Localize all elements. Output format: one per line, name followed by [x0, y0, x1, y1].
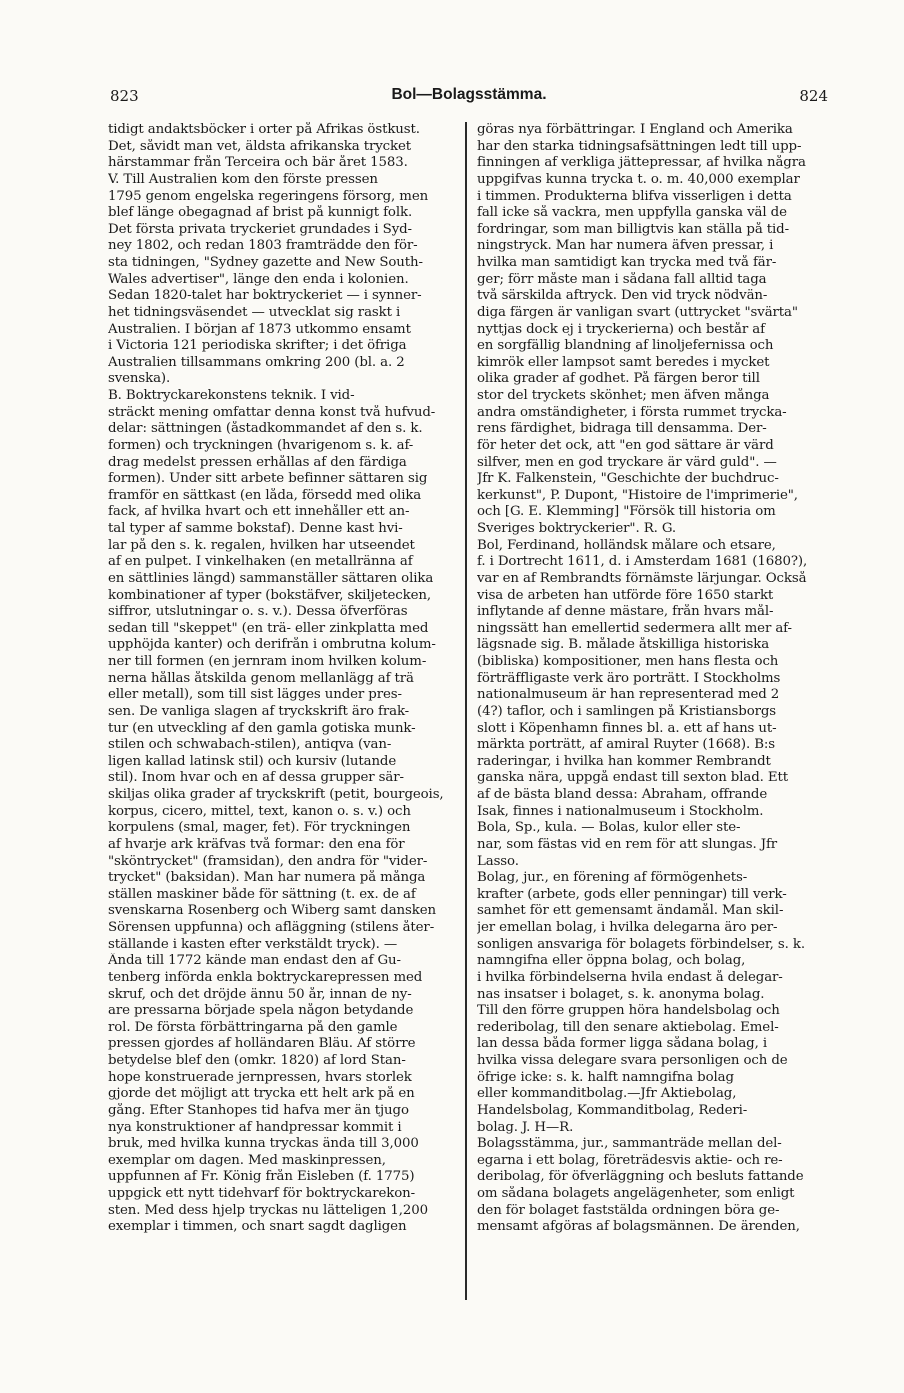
- text-line: exemplar i timmen, och snart sagdt dagligen: [108, 1219, 407, 1235]
- text-line: eller metall), som till sist lägges under pres-: [108, 687, 402, 703]
- text-line: och [G. E. Klemming] "Försök till historia om: [477, 504, 776, 520]
- text-line: uppgifvas kunna trycka t. o. m. 40,000 exemplar: [477, 171, 800, 187]
- text-line: gjorde det möjligt att trycka ett helt ark på en: [108, 1086, 415, 1102]
- text-line: fall icke så vackra, men uppfylla ganska väl de: [477, 205, 787, 221]
- text-line: uppfunnen af Fr. König från Eisleben (f. 1775): [108, 1169, 415, 1185]
- text-line: (bibliska) kompositioner, men hans flesta och: [477, 654, 779, 669]
- text-line: slott i Köpenhamn finnes bl. a. ett af hans ut-: [477, 720, 777, 736]
- text-line: ningssätt han emellertid sedermera allt mer af-: [477, 620, 792, 636]
- text-line: bolag. J. H—R.: [477, 1119, 574, 1135]
- text-line: ger; förr måste man i sådana fall alltid taga: [477, 271, 767, 287]
- text-line: i hvilka förbindelserna hvila endast å delegar-: [477, 969, 783, 985]
- text-line: kombinationer af typer (bokstäfver, skiljetecken,: [108, 587, 431, 603]
- page-number-right: 824: [799, 87, 828, 105]
- text-line: ney 1802, och redan 1803 framträdde den för-: [108, 238, 418, 254]
- text-line: f. i Dortrecht 1611, d. i Amsterdam 1681 (1680?),: [477, 554, 808, 570]
- text-line: Isak, finnes i nationalmuseum i Stockholm.: [477, 803, 764, 819]
- text-line: het tidningsväsendet — utvecklat sig raskt i: [108, 304, 401, 320]
- text-line: delar: sättningen (åstadkommandet af den s. k.: [108, 421, 423, 437]
- text-line: rederibolag, till den senare aktiebolag. Emel-: [477, 1019, 779, 1035]
- text-line: rens färdighet, bidraga till densamma. Der-: [477, 421, 767, 437]
- text-line: af en pulpet. I vinkelhaken (en metallränna af: [108, 554, 413, 570]
- text-line: lan dessa båda former ligga sådana bolag, i: [477, 1036, 767, 1052]
- text-line: korpulens (smal, mager, fet). För tryckningen: [108, 820, 411, 836]
- text-line: ningstryck. Man har numera äfven pressar, i: [477, 238, 774, 254]
- text-line: märkta porträtt, af amiral Ruyter (1668). B:s: [477, 737, 776, 753]
- text-line: nas insatser i bolaget, s. k. anonyma bolag.: [477, 986, 765, 1002]
- text-line: en sorgfällig blandning af linoljefernissa och: [477, 338, 774, 354]
- text-line: ställande i kasten efter verkstäldt tryck). —: [108, 936, 398, 952]
- text-line: nya konstruktioner af handpressar kommit i: [108, 1119, 402, 1135]
- text-line: stilen och schwabach-stilen), antiqva (van-: [108, 737, 392, 753]
- text-line: V. Till Australien kom den förste pressen: [108, 171, 378, 187]
- text-line: Det, såvidt man vet, äldsta afrikanska trycket: [108, 138, 411, 154]
- text-line: olika grader af godhet. På färgen beror till: [477, 371, 760, 387]
- text-line: tur (en utveckling af den gamla gotiska munk-: [108, 720, 416, 736]
- text-line: den för bolaget faststälda ordningen böra ge-: [477, 1202, 780, 1218]
- text-line: för heter det ock, att "en god sättare är värd: [477, 437, 774, 453]
- text-line: "sköntrycket" (framsidan), den andra för "vider-: [108, 853, 428, 869]
- text-line: namngifna eller öppna bolag, och bolag,: [477, 953, 746, 969]
- text-line: tenberg införda enkla boktryckarepressen med: [108, 969, 423, 985]
- text-line: Wales advertiser", länge den enda i kolonien.: [108, 271, 409, 287]
- text-line: deribolag, för öfverläggning och besluts fattande: [477, 1169, 804, 1185]
- page-header: [110, 87, 828, 109]
- text-line: tal typer af samme bokstaf). Denne kast hvi-: [108, 521, 403, 536]
- text-line: sonligen ansvariga för bolagets förbindelser, s. k.: [477, 936, 805, 952]
- text-line: kerkunst", P. Dupont, "Histoire de l'imprimerie",: [477, 487, 798, 503]
- text-line: sträckt mening omfattar denna konst två hufvud-: [108, 404, 436, 420]
- text-line: andra omständigheter, i första rummet trycka-: [477, 404, 787, 420]
- text-line: två särskilda aftryck. Den vid tryck nödvän-: [477, 288, 768, 304]
- text-line: nationalmuseum är han representerad med 2: [477, 687, 780, 703]
- text-line: i Victoria 121 periodiska skrifter; i det öfriga: [108, 338, 407, 354]
- text-line: B. Boktryckarekonstens teknik. I vid-: [108, 388, 355, 403]
- text-line: om sådana bolagets angelägenheter, som enligt: [477, 1186, 795, 1201]
- text-line: Bol, Ferdinand, holländsk målare och etsare,: [477, 537, 776, 553]
- text-line: skiljas olika grader af tryckskrift (petit, bourgeois,: [108, 787, 444, 802]
- text-line: Sveriges boktryckerier". R. G.: [477, 521, 677, 536]
- text-line: Bolagsstämma, jur., sammanträde mellan del-: [477, 1136, 782, 1152]
- text-line: rol. De första förbättringarna på den gamle: [108, 1019, 398, 1035]
- text-line: raderingar, i hvilka han kommer Rembrandt: [477, 753, 771, 769]
- text-line: (4?) taflor, och i samlingen på Kristiansborgs: [477, 703, 777, 719]
- text-line: öfrige icke: s. k. halft namngifna bolag: [477, 1069, 734, 1085]
- text-line: nerna hållas åtskilda genom mellanlägg af trä: [108, 670, 414, 686]
- text-line: ganska nära, uppgå endast till sexton blad. Ett: [477, 770, 788, 786]
- page-number-left: 823: [110, 87, 139, 105]
- text-line: eller kommanditbolag.—Jfr Aktiebolag,: [477, 1086, 737, 1102]
- text-line: inflytande af denne mästare, från hvars mål-: [477, 604, 774, 620]
- text-line: fack, af hvilka hvart och ett innehåller ett an-: [108, 504, 410, 520]
- text-line: upphöjda kanter) och derifrån i ombrutna kolum-: [108, 637, 436, 653]
- text-line: silfver, men en god tryckare är värd guld". —: [477, 454, 777, 470]
- text-line: ner till formen (en jernram inom hvilken kolum-: [108, 654, 427, 669]
- text-line: uppgick ett nytt tidehvarf för boktryckarekon-: [108, 1186, 415, 1201]
- text-line: Till den förre gruppen höra handelsbolag och: [477, 1003, 780, 1019]
- text-line: i timmen. Produkterna blifva visserligen i detta: [477, 188, 792, 204]
- right-column: [477, 122, 827, 1236]
- text-line: härstammar från Terceira och bär året 1583.: [108, 155, 408, 171]
- text-line: stil). Inom hvar och en af dessa grupper sär-: [108, 770, 404, 786]
- text-line: svenskarna Rosenberg och Wiberg samt dansken: [108, 903, 436, 919]
- text-line: hvilka man samtidigt kan trycka med två fär-: [477, 255, 777, 270]
- text-line: stor del tryckets skönhet; men äfven många: [477, 388, 770, 403]
- text-line: Australien. I början af 1873 utkommo ensamt: [108, 321, 411, 337]
- text-line: trycket" (baksidan). Man har numera på många: [108, 870, 426, 886]
- text-line: Australien tillsammans omkring 200 (bl. a. 2: [108, 354, 405, 370]
- text-line: lar på den s. k. regalen, hvilken har utseendet: [108, 537, 415, 553]
- text-line: finningen af verkliga jättepressar, af hvilka några: [477, 155, 806, 171]
- text-line: 1795 genom engelska regeringens försorg, men: [108, 188, 429, 204]
- text-line: visa de arbeten han utförde före 1650 starkt: [477, 587, 774, 603]
- text-line: formen). Under sitt arbete befinner sättaren sig: [108, 471, 428, 487]
- text-line: nyttjas dock ej i tryckerierna) och består af: [477, 321, 765, 337]
- text-line: are pressarna började spela någon betydande: [108, 1003, 414, 1019]
- text-line: jer emellan bolag, i hvilka delegarna äro per-: [477, 920, 778, 935]
- text-line: Lasso.: [477, 853, 519, 869]
- text-line: af hvarje ark kräfvas två formar: den ena för: [108, 836, 405, 852]
- text-line: ställen maskiner både för sättning (t. ex. de af: [108, 886, 416, 902]
- text-line: drag medelst pressen erhållas af den färdiga: [108, 454, 407, 470]
- text-line: skruf, och det dröjde ännu 50 år, innan de ny-: [108, 986, 412, 1002]
- text-line: formen) och tryckningen (hvarigenom s. k. af-: [108, 437, 414, 453]
- text-line: sta tidningen, "Sydney gazette and New South-: [108, 255, 423, 270]
- text-line: sen. De vanliga slagen af tryckskrift äro frak-: [108, 703, 410, 719]
- text-line: Bola, Sp., kula. — Bolas, kulor eller ste-: [477, 820, 741, 836]
- text-line: ligen kallad latinsk stil) och kursiv (lutande: [108, 753, 397, 769]
- text-line: korpus, cicero, mittel, text, kanon o. s. v.) och: [108, 803, 411, 819]
- running-title: Bol—Bolagsstämma.: [391, 86, 547, 103]
- text-line: exemplar om dagen. Med maskinpressen,: [108, 1152, 386, 1168]
- text-line: Jfr K. Falkenstein, "Geschichte der buchdruc-: [477, 471, 779, 487]
- left-column: [108, 122, 458, 1236]
- text-line: Handelsbolag, Kommanditbolag, Rederi-: [477, 1102, 748, 1118]
- text-line: fordringar, som man billigtvis kan ställa på tid-: [477, 221, 789, 237]
- text-line: gång. Efter Stanhopes tid hafva mer än tjugo: [108, 1102, 409, 1118]
- text-line: Ända till 1772 kände man endast den af Gu-: [108, 953, 401, 969]
- text-line: Det första privata tryckeriet grundades i Syd-: [108, 221, 412, 237]
- text-line: bruk, med hvilka kunna tryckas ända till 3,000: [108, 1136, 419, 1152]
- text-line: samhet för ett gemensamt ändamål. Man skil-: [477, 903, 784, 919]
- text-line: framför en sättkast (en låda, försedd med olika: [108, 487, 422, 503]
- text-line: har den starka tidningsafsättningen ledt till upp-: [477, 138, 802, 154]
- text-line: tidigt andaktsböcker i orter på Afrikas östkust.: [108, 122, 420, 137]
- text-line: var en af Rembrandts förnämste lärjungar. Också: [477, 570, 807, 586]
- text-line: hope konstruerade jernpressen, hvars storlek: [108, 1069, 412, 1085]
- text-line: mensamt afgöras af bolagsmännen. De ärenden,: [477, 1219, 800, 1235]
- text-line: Sedan 1820-talet har boktryckeriet — i synner-: [108, 288, 422, 304]
- text-line: nar, som fästas vid en rem för att slungas. Jfr: [477, 836, 778, 852]
- column-divider: [465, 122, 467, 1300]
- text-line: sten. Med dess hjelp tryckas nu lätteligen 1,200: [108, 1202, 428, 1218]
- text-line: sedan till "skeppet" (en trä- eller zinkplatta med: [108, 620, 429, 636]
- text-line: krafter (arbete, gods eller penningar) till verk-: [477, 886, 787, 902]
- text-line: af de bästa bland dessa: Abraham, offrande: [477, 787, 768, 802]
- text-line: egarna i ett bolag, företrädesvis aktie- och re-: [477, 1152, 783, 1168]
- text-line: förträffligaste verk äro porträtt. I Stockholms: [477, 670, 781, 686]
- text-line: svenska).: [108, 371, 171, 387]
- text-line: Sörensen uppfunna) och afläggning (stilens åter-: [108, 920, 435, 935]
- text-line: betydelse blef den (omkr. 1820) af lord Stan-: [108, 1053, 406, 1068]
- text-line: hvilka vissa delegare svara personligen och de: [477, 1053, 788, 1068]
- text-line: diga färgen är vanligan svart (uttrycket "svärta": [477, 304, 798, 320]
- text-line: en sättlinies längd) sammanställer sättaren olika: [108, 570, 434, 586]
- text-line: siffror, utslutningar o. s. v.). Dessa öfverföras: [108, 604, 408, 620]
- text-line: Bolag, jur., en förening af förmögenhets-: [477, 870, 748, 886]
- text-line: pressen gjordes af holländaren Bläu. Af större: [108, 1036, 416, 1052]
- text-line: göras nya förbättringar. I England och Amerika: [477, 122, 793, 137]
- text-line: lägsnade sig. B. målade åtskilliga historiska: [477, 637, 770, 653]
- text-line: blef länge obegagnad af brist på kunnigt folk.: [108, 205, 413, 221]
- text-line: kimrök eller lampsot samt beredes i mycket: [477, 354, 770, 370]
